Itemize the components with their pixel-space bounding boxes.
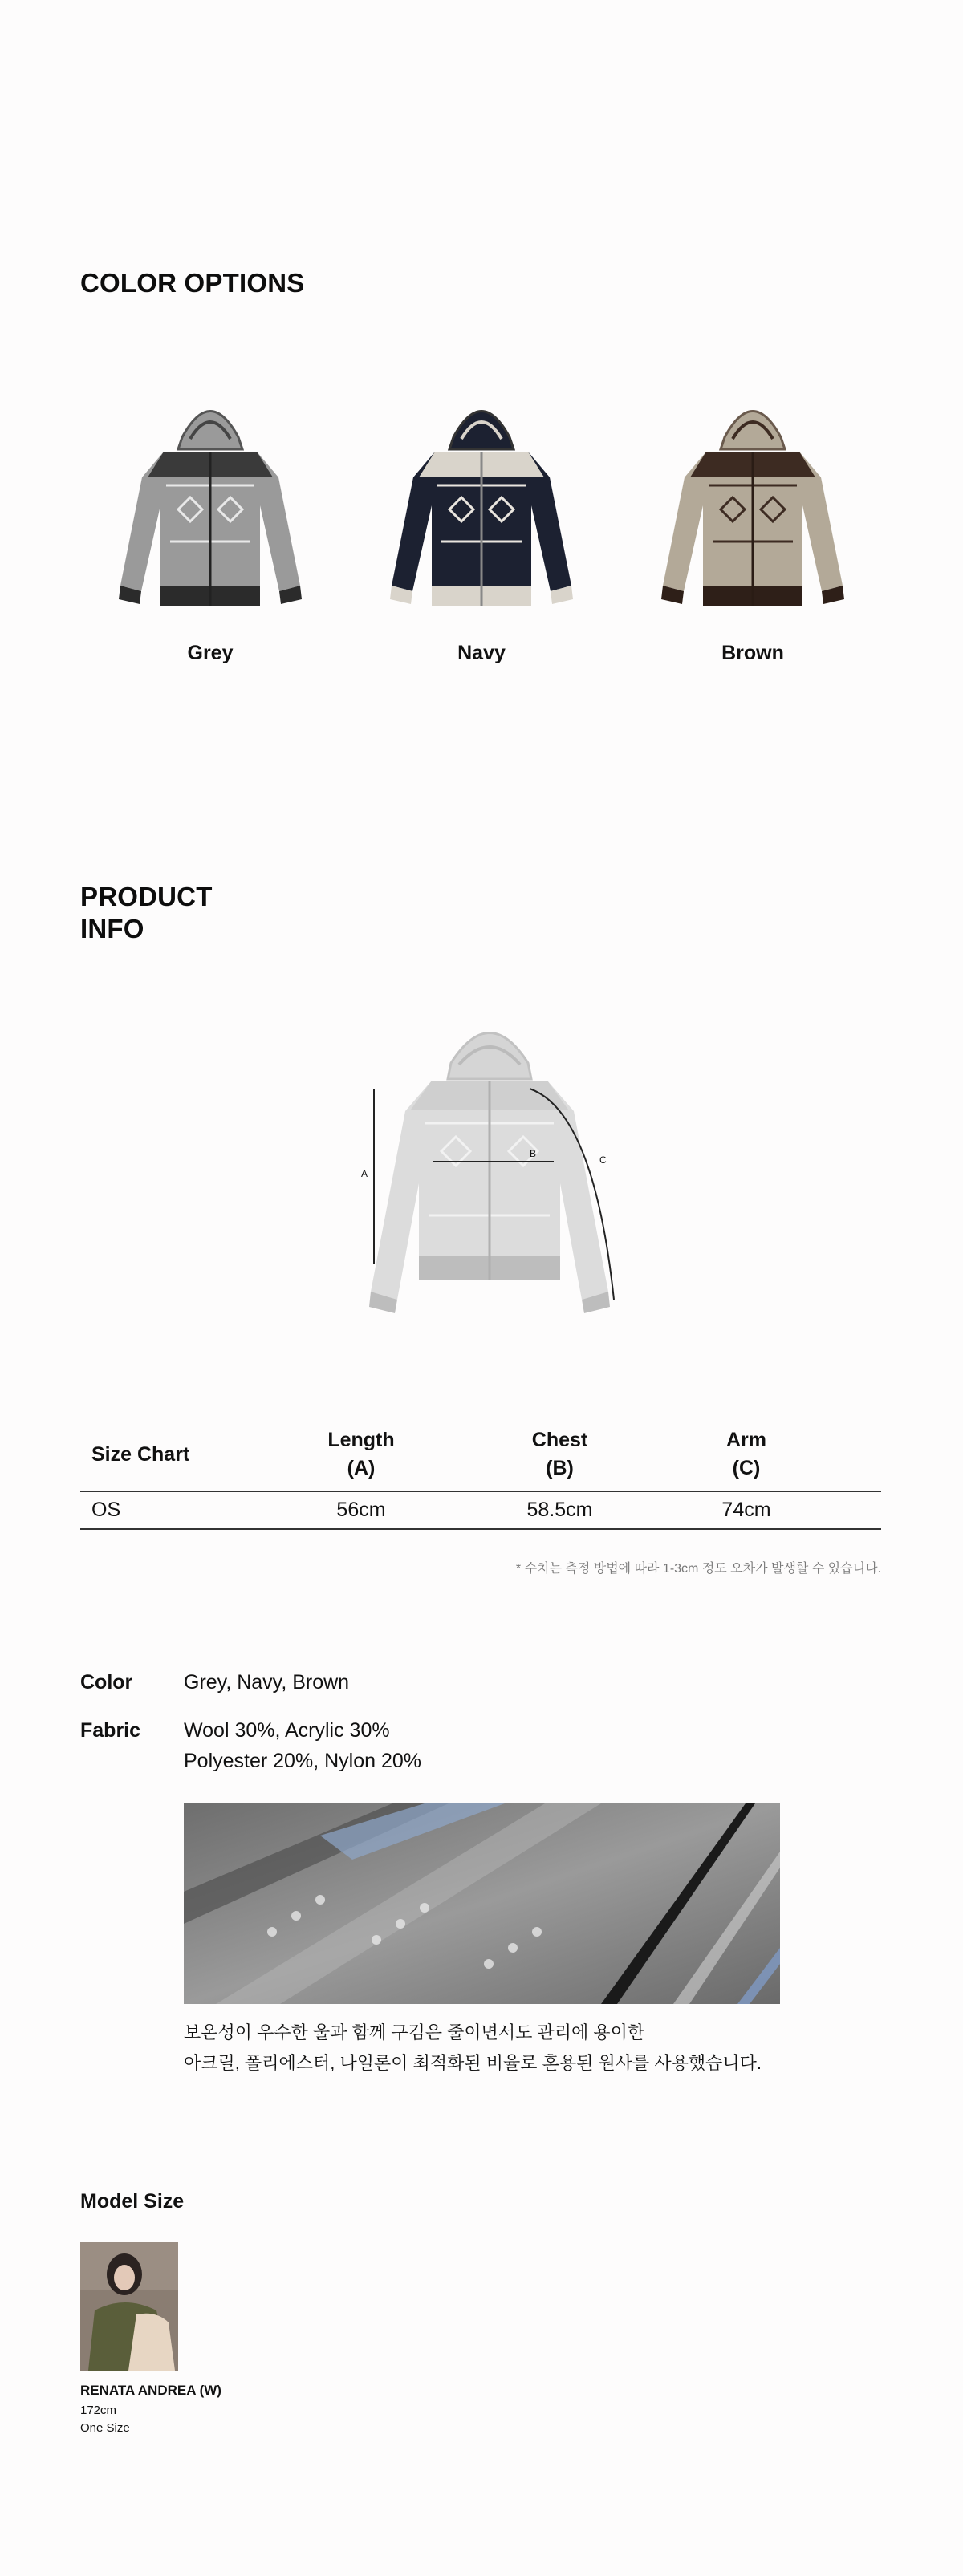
header-arm-line1: Arm bbox=[725, 1429, 766, 1451]
fabric-line2: Polyester 20%, Nylon 20% bbox=[184, 1750, 421, 1772]
color-options-title: COLOR OPTIONS bbox=[80, 268, 305, 298]
fabric-description-line2: 아크릴, 폴리에스터, 나일론이 최적화된 비율로 혼용된 원사를 사용했습니다. bbox=[184, 2053, 762, 2073]
diagram-label-a: A bbox=[361, 1168, 368, 1179]
color-swatch-navy[interactable] bbox=[361, 389, 602, 630]
table-row bbox=[80, 1491, 881, 1529]
size-note: * 수치는 측정 방법에 따라 1-3cm 정도 오차가 발생할 수 있습니다. bbox=[515, 1562, 881, 1576]
header-length bbox=[265, 1422, 457, 1491]
header-chest bbox=[457, 1422, 662, 1491]
fabric-texture-svg bbox=[184, 1803, 780, 2004]
cardigan-grey-image bbox=[90, 389, 331, 630]
header-chest-line2: (B) bbox=[546, 1457, 574, 1479]
color-swatch-grey[interactable] bbox=[90, 389, 331, 630]
diagram-label-c: C bbox=[599, 1154, 607, 1166]
fabric-closeup-image bbox=[184, 1803, 780, 2004]
size-chart-header-row bbox=[80, 1422, 881, 1491]
fabric-line1: Wool 30%, Acrylic 30% bbox=[184, 1719, 390, 1742]
product-info-title-line1: PRODUCT bbox=[80, 882, 213, 911]
header-length-line2: (A) bbox=[347, 1457, 376, 1479]
header-length-line1: Length bbox=[327, 1429, 395, 1451]
header-arm bbox=[662, 1422, 831, 1491]
fabric-description-line1: 보온성이 우수한 울과 함께 구김은 줄이면서도 관리에 용이한 bbox=[184, 2022, 645, 2043]
color-swatch-brown[interactable] bbox=[632, 389, 873, 630]
product-info-title-line2: INFO bbox=[80, 914, 144, 943]
model-size: One Size bbox=[80, 2421, 130, 2435]
header-chest-line1: Chest bbox=[531, 1429, 588, 1451]
model-name: RENATA ANDREA (W) bbox=[80, 2383, 221, 2398]
size-diagram bbox=[353, 1015, 626, 1320]
color-label: Color bbox=[80, 1671, 133, 1694]
fabric-label: Fabric bbox=[80, 1719, 141, 1742]
color-label-grey: Grey bbox=[187, 642, 234, 664]
cell-size: OS bbox=[91, 1499, 121, 1521]
color-label-navy: Navy bbox=[457, 642, 506, 664]
model-photo bbox=[80, 2242, 178, 2371]
fabric-description bbox=[184, 2018, 762, 2079]
cardigan-navy-image bbox=[361, 389, 602, 630]
size-diagram-svg bbox=[353, 1015, 626, 1320]
diagram-label-b: B bbox=[530, 1148, 537, 1159]
model-photo-svg bbox=[80, 2242, 178, 2371]
size-chart-table bbox=[80, 1422, 881, 1530]
cell-arm: 74cm bbox=[721, 1499, 771, 1521]
cell-length: 56cm bbox=[336, 1499, 386, 1521]
model-height: 172cm bbox=[80, 2404, 117, 2417]
cardigan-brown-image bbox=[632, 389, 873, 630]
cell-chest: 58.5cm bbox=[526, 1499, 593, 1521]
color-value: Grey, Navy, Brown bbox=[184, 1671, 350, 1694]
color-label-brown: Brown bbox=[721, 642, 784, 664]
header-size-chart-text: Size Chart bbox=[91, 1442, 190, 1466]
header-size-chart bbox=[80, 1422, 265, 1491]
product-info-title bbox=[80, 881, 213, 945]
header-arm-line2: (C) bbox=[732, 1457, 761, 1479]
model-size-title: Model Size bbox=[80, 2190, 185, 2213]
